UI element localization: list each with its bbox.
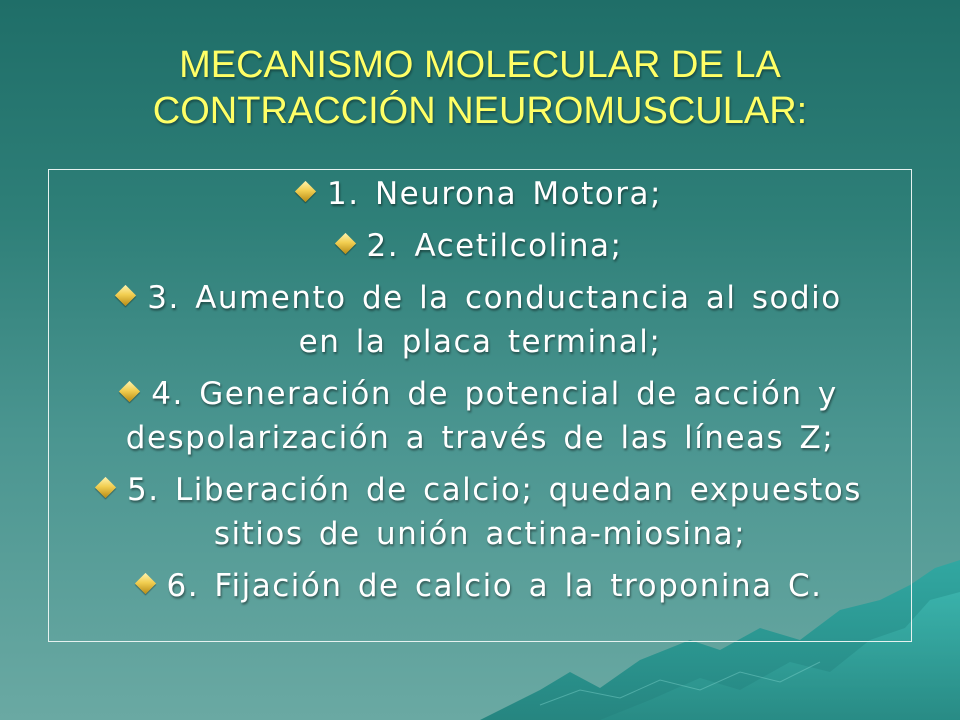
diamond-bullet-icon: [295, 181, 316, 202]
diamond-bullet-icon: [95, 477, 116, 498]
bullet-item-3-line-2: en la placa terminal;: [298, 324, 662, 360]
diamond-bullet-icon: [119, 381, 140, 402]
bullet-item-3: [50, 276, 910, 364]
bullet-item-1-line-1: [50, 172, 910, 216]
bullet-item-2-line-1: [50, 224, 910, 268]
bullet-item-3-text-1: 3. Aumento de la conductancia al sodio: [147, 280, 842, 316]
diamond-bullet-icon: [334, 233, 355, 254]
bullet-item-4: [50, 372, 910, 460]
bullet-item-5: [50, 468, 910, 556]
bullet-item-2-text: 2. Acetilcolina;: [366, 228, 623, 264]
bullet-item-6: [50, 564, 910, 608]
bullet-item-2: [50, 224, 910, 268]
bullet-item-4-line-1: [50, 372, 910, 416]
diamond-bullet-icon: [115, 285, 136, 306]
bullet-item-5-text-1: 5. Liberación de calcio; quedan expuestos: [127, 472, 862, 508]
slide-title-line-2: CONTRACCIÓN NEUROMUSCULAR:: [152, 90, 808, 132]
slide-title-line-1: MECANISMO MOLECULAR DE LA: [179, 44, 781, 86]
bullet-item-5-line-2: sitios de unión actina-miosina;: [213, 516, 747, 552]
bullet-item-1: [50, 172, 910, 216]
bullet-item-6-text: 6. Fijación de calcio a la troponina C.: [166, 568, 823, 604]
slide-title: [40, 42, 920, 134]
bullet-item-6-line-1: [50, 564, 910, 608]
bullet-item-4-line-2: despolarización a través de las líneas Z;: [125, 420, 835, 456]
diamond-bullet-icon: [134, 573, 155, 594]
bullet-list: [50, 172, 910, 616]
bullet-item-5-line-1: [50, 468, 910, 512]
bullet-item-3-line-1: [50, 276, 910, 320]
bullet-item-1-text: 1. Neurona Motora;: [327, 176, 662, 212]
bullet-item-4-text-1: 4. Generación de potencial de acción y: [151, 376, 838, 412]
